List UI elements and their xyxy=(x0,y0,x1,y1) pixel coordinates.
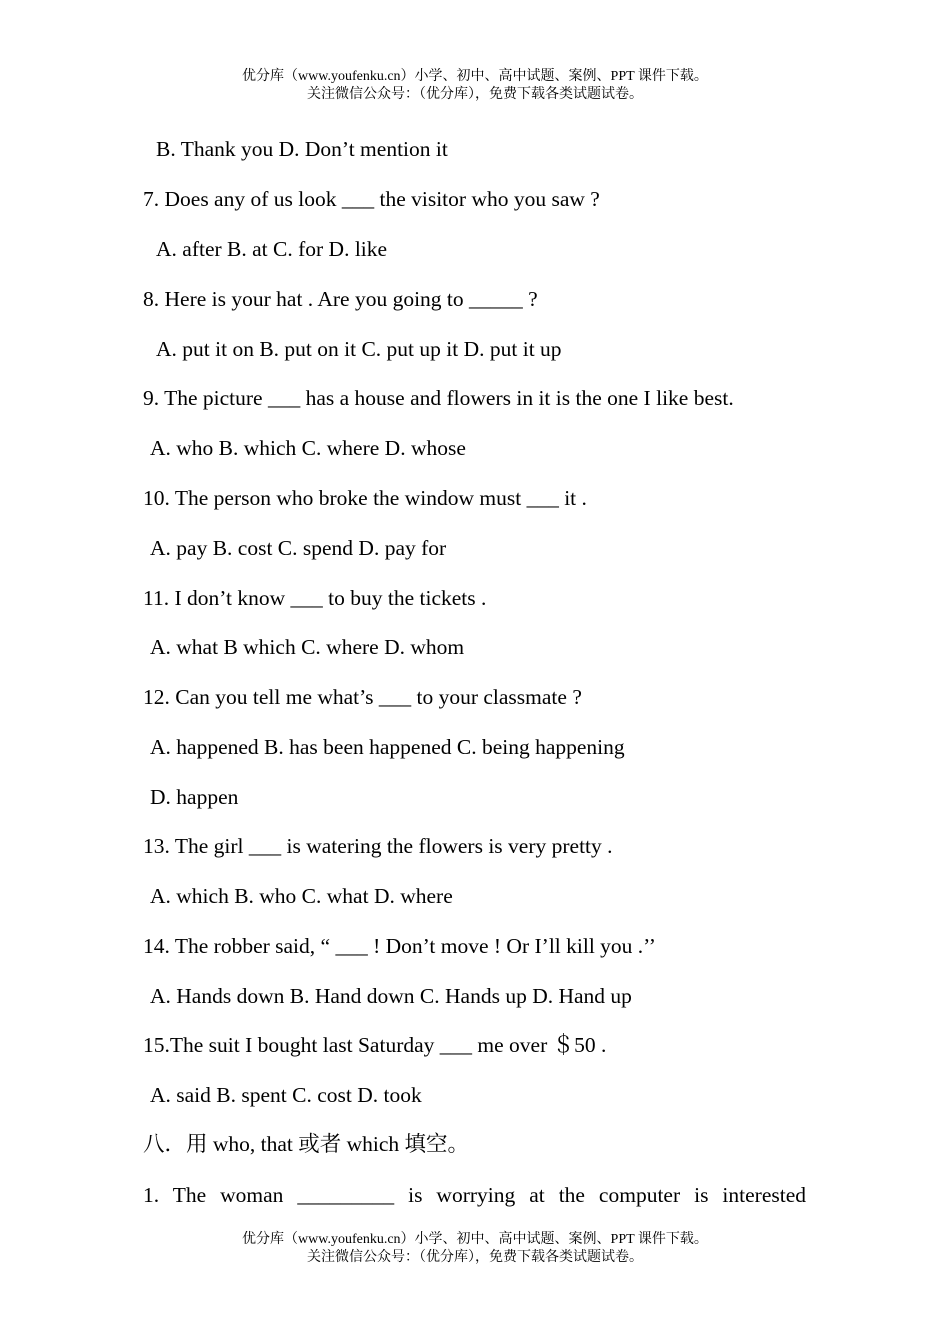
answer-options: A. put it on B. put on it C. put up it D. put it up xyxy=(156,337,562,361)
page-footer xyxy=(0,1231,950,1267)
question-15: 15.The suit I bought last Saturday ___ me over ＄50 . xyxy=(143,1033,607,1057)
section-heading: 八．用 who, that 或者 which 填空。 xyxy=(143,1132,470,1156)
answer-options: A. which B. who C. what D. where xyxy=(150,884,453,908)
question-11: 11. I don’t know ___ to buy the tickets . xyxy=(143,586,487,610)
question-8: 8. Here is your hat . Are you going to _____ ? xyxy=(143,287,538,311)
footer-line-2: 关注微信公众号：（优分库），免费下载各类试题试卷。 xyxy=(307,1250,643,1265)
answer-options: A. pay B. cost C. spend D. pay for xyxy=(150,536,447,560)
header-line-2: 关注微信公众号：（优分库），免费下载各类试题试卷。 xyxy=(307,87,643,102)
answer-options: A. Hands down B. Hand down C. Hands up D. Hand up xyxy=(150,984,632,1008)
answer-options: B. Thank you D. Don’t mention it xyxy=(156,137,448,161)
answer-options: A. who B. which C. where D. whose xyxy=(150,436,466,460)
answer-options: A. what B which C. where D. whom xyxy=(150,635,465,659)
page-header xyxy=(0,68,950,104)
question-14: 14. The robber said, “ ___ ! Don’t move ! Or I’ll kill you .’’ xyxy=(143,934,656,958)
footer-line-1: 优分库（www.youfenku.cn）小学、初中、高中试题、案例、PPT 课件下载。 xyxy=(242,1232,708,1247)
question-12: 12. Can you tell me what’s ___ to your classmate ? xyxy=(143,685,582,709)
question-13: 13. The girl ___ is watering the flowers is very pretty . xyxy=(143,834,613,858)
answer-options: A. after B. at C. for D. like xyxy=(156,237,388,261)
answer-options: A. happened B. has been happened C. being happening xyxy=(150,735,625,759)
header-line-1: 优分库（www.youfenku.cn）小学、初中、高中试题、案例、PPT 课件下载。 xyxy=(242,69,708,84)
question-10: 10. The person who broke the window must ___ it . xyxy=(143,486,587,510)
question-9: 9. The picture ___ has a house and flowers in it is the one I like best. xyxy=(143,386,734,410)
answer-options: A. said B. spent C. cost D. took xyxy=(150,1083,422,1107)
question-7: 7. Does any of us look ___ the visitor who you saw ? xyxy=(143,187,600,211)
fill-blank-question-1: 1. The woman _________ is worrying at the computer is interested xyxy=(143,1183,806,1207)
answer-options: D. happen xyxy=(150,785,239,809)
